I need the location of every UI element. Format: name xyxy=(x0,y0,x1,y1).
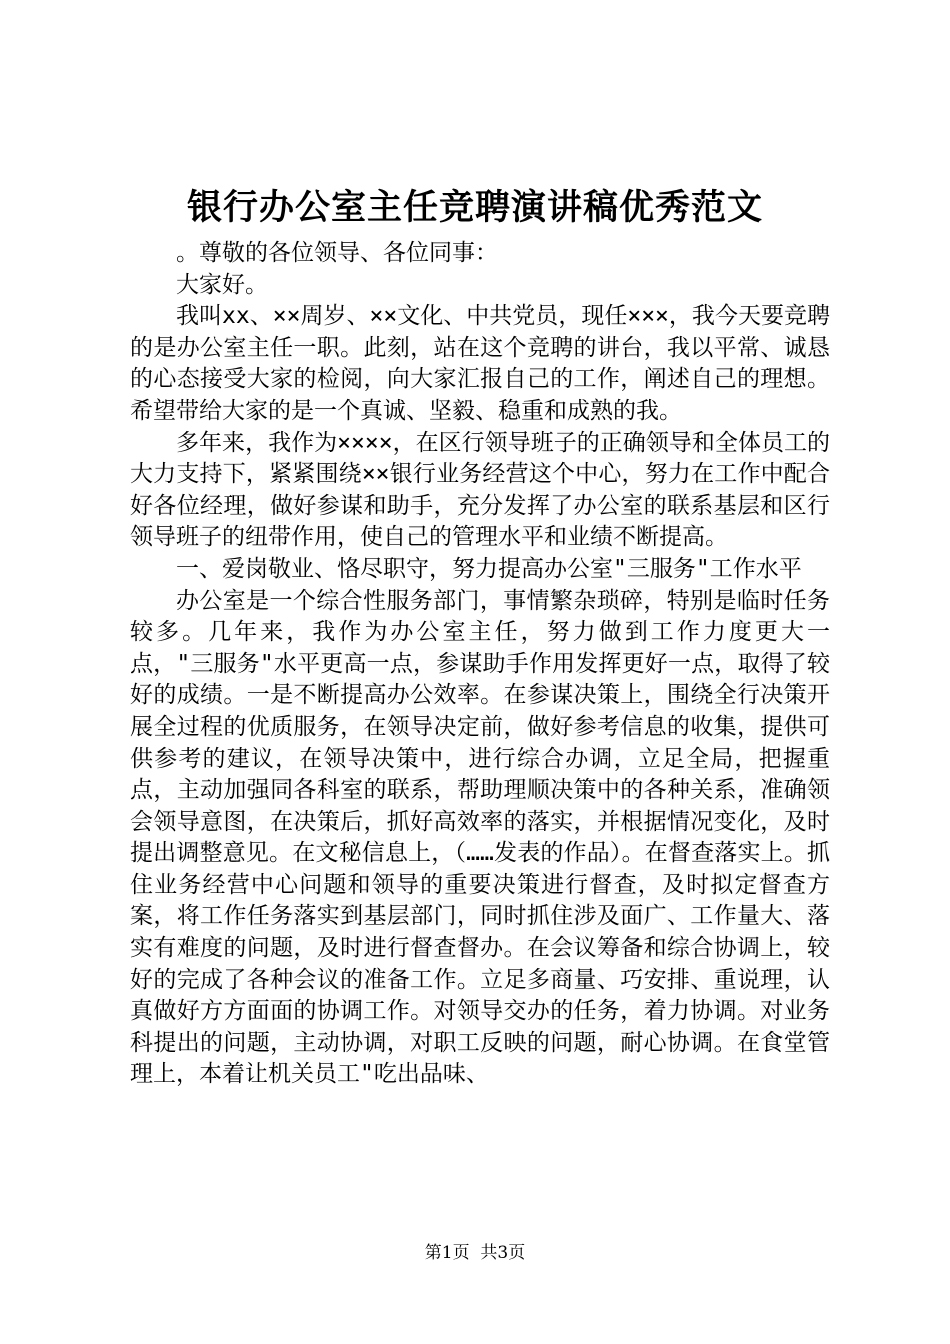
greeting-paragraph: 大家好。 xyxy=(176,271,268,298)
introduction-paragraph: 我叫xx、××周岁、××文化、中共党员，现任×××，我今天要竞聘的是办公室主任一职。此刻，站在这个竞聘的讲台，我以平常、诚恳的心态接受大家的检阅，向大家汇报自己的工作，阐述自己的理想。希望带给大家的是一个真诚、坚毅、稳重和成熟的我。 xyxy=(130,303,830,424)
background-paragraph: 多年来，我作为××××，在区行领导班子的正确领导和全体员工的大力支持下，紧紧围绕××银行业务经营这个中心，努力在工作中配合好各位经理，做好参谋和助手，充分发挥了办公室的联系基层和区行领导班子的纽带作用，使自己的管理水平和业绩不断提高。 xyxy=(130,429,830,551)
document-body xyxy=(130,238,830,1091)
page-footer xyxy=(0,1242,950,1264)
document-title: 银行办公室主任竞聘演讲稿优秀范文 xyxy=(186,187,763,228)
salutation-paragraph: 。尊敬的各位领导、各位同事： xyxy=(176,240,498,266)
section-body-paragraph: 办公室是一个综合性服务部门，事情繁杂琐碎，特别是临时任务较多。几年来，我作为办公室主任，努力做到工作力度更大一点，"三服务"水平更高一点，参谋助手作用发挥更好一点，取得了较好的成绩。一是不断提高办公效率。在参谋决策上，围绕全行决策开展全过程的优质服务，在领导决定前，做好参考信息的收集，提供可供参考的建议，在领导决策中，进行综合办调，立足全局，把握重点，主动加强同各科室的联系，帮助理顺决策中的各种关系，准确领会领导意图，在决策后，抓好高效率的落实，并根据情况变化，及时提出调整意见。在文秘信息上，（……发表的作品）。在督查落实上。抓住业务经营中心问题和领导的重要决策进行督查，及时拟定督查方案，将工作任务落实到基层部门，同时抓住涉及面广、工作量大、落实有难度的问题，及时进行督查督办。在会议筹备和综合协调上，较好的完成了各种会议的准备工作。立足多商量、巧安排、重说理，认真做好方方面面的协调工作。对领导交办的任务，着力协调。对业务科提出的问题，主动协调，对职工反映的问题，耐心协调。在食堂管理上，本着让机关员工"吃出品味、 xyxy=(130,587,830,1088)
section-heading-1: 一、爱岗敬业、恪尽职守，努力提高办公室"三服务"工作水平 xyxy=(176,555,802,582)
page-number: 第1页 xyxy=(424,1243,470,1263)
page-total: 共3页 xyxy=(480,1243,526,1263)
